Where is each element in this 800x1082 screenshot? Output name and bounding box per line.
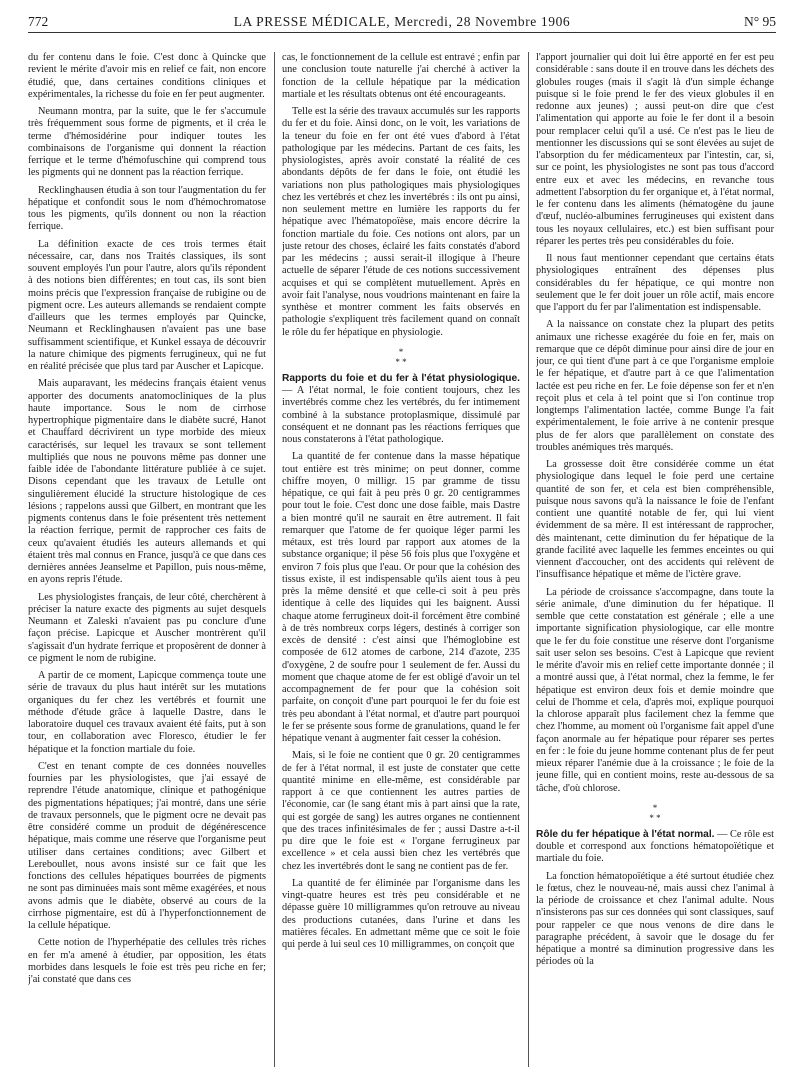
paragraph: A la naissance on constate chez la plupart des petits animaux une richesse exagérée du foie en fer, mais on remarque que ce dépôt diminue pour ainsi dire de jour en jour, ce qui tient d'une part à ce que l'organisme emploie le fer hépatique, et d'autre part à ce que l'alimentation lactée est peu riche en fer. Le foie dépense son fer et n'en reçoit plus et cela à tel point que si l'on continue trop longtemps l'alimentation lactée, comme Bunge l'a fait expérimentalement, le foie arrive à ne contenir presque plus de fer alors que parallèlement on constate des troubles anémiques très marqués. xyxy=(536,319,774,453)
paragraph: Neumann montra, par la suite, que le fer s'accumule très fréquemment sous forme de pigments, et il créa le terme d'hémosidérine pour indiquer toutes les combinaisons de l'organisme qui donnent la réaction ferrique et le terme d'hémofuschine qui comprend tous les pigments qui ne donnent pas la réaction ferrique. xyxy=(28,106,266,179)
paragraph: A partir de ce moment, Lapicque commença toute une série de travaux du plus haut intérêt sur les mutations organiques du fer chez les vertébrés et fournit une méthode d'étude grâce à laquelle Dastre, dans le laboratoire duquel ces travaux avaient été faits, put à son tour, en collaboration avec Floresco, étudier le fer hépatique et la fonction martiale du foie. xyxy=(28,670,266,755)
paragraph: La période de croissance s'accompagne, dans toute la série animale, d'une diminution du fer hépatique. Il semble que cette constatation est générale ; elle a une importante signification physiologique, car elle montre que le fer du foie constitue une réserve dont l'organisme sait user selon ses besoins. C'est à Lapicque que revient le mérite d'avoir mis en relief cette importante donnée ; il a montré aussi que, à l'état normal, chez la femme, le fer hépatique est environ deux fois et demie moindre que celui de l'homme et cela, d'après moi, explique pourquoi la chlorose apparaît plus facilement chez la femme que chez l'homme, au moment où l'organisme fait appel d'une façon anormale au fer hépatique pour réparer ses pertes en fer : le foie du jeune homme contenant plus de fer peut mieux réparer l'anémie due à la croissance ; le foie de la jeune fille, qui en contient moins, reste au-dessous de sa tâche, d'où chlorose. xyxy=(536,586,774,794)
separator-star: * xyxy=(398,346,404,357)
section-body: — A l'état normal, le foie contient toujours, chez les invertébrés comme chez les vertébrés, du fer intimement combiné à la substance protoplasmique, dissimulé par conséquent et ne donnant pas les réactions ferriques que nous constaterons à l'état pathologique. xyxy=(282,385,520,445)
paragraph: La définition exacte de ces trois termes était nécessaire, car, dans nos Traités classiques, ils sont souvent employés l'un pour l'autre, alors qu'ils répondent à des notions bien différentes; en tout cas, ils sont bien moins précis que l'expression française de rubigine ou de pigment ocre. Les auteurs allemands se rendaient compte d'ailleurs que les termes employés par Quincke, Neumann et Recklinghausen n'avaient pas une base suffisamment scientifique, et Kunkel essaya de découvrir la nature chimique des pigments ferrugineux, qui ne fut en réalité précisée que plus tard par Auscher et Lapicque. xyxy=(28,238,266,372)
page-number: 772 xyxy=(28,14,49,29)
separator-star: * xyxy=(652,802,658,813)
paragraph: La quantité de fer éliminée par l'organisme dans les vingt-quatre heures est très peu considérable et ne dépasse guère 10 milligrammes qu'on retrouve au niveau des productions cutanées, dans l'urine et dans les matières fécales. En admettant même que ce soit le foie qui perde à lui seul ces 10 milligrammes, on conçoit que xyxy=(282,877,520,950)
paragraph: Mais, si le foie ne contient que 0 gr. 20 centigrammes de fer à l'état normal, il est juste de constater que cette quantité minime en elle-même, est considérable par rapport à ce que contiennent les autres parties de l'économie, car (le sang étant mis à part ainsi que la rate, qui est gorgée de sang) les autres organes ne contiennent que des traces infinitésimales de fer ; aussi Dastre a-t-il pu dire que le foie est « l'organe ferrugineux par excellence » et cela aussi bien chez les vertébrés que chez les invertébrés dont le sang ne contient pas de fer. xyxy=(282,750,520,872)
column-rule xyxy=(528,52,529,1067)
issue-number: N° 95 xyxy=(743,14,776,29)
section-body: — Ce rôle est double et correspond aux fonctions hématopoïétique et martiale du foie. xyxy=(536,828,774,865)
paragraph: du fer contenu dans le foie. C'est donc à Quincke que revient le mérite d'avoir mis en relief ce fait, non encore étudié, que, dans certaines conditions cliniques et expérimentales, la richesse du foie en fer peut augmenter. xyxy=(28,52,266,100)
paragraph: Cette notion de l'hyperhépatie des cellules très riches en fer m'a amené à étudier, par opposition, les états morbides dans lesquels le foie est très peu riche en fer; j'ai constaté que dans ces xyxy=(28,937,266,985)
separator-stars: * * xyxy=(649,812,661,823)
paragraph: Mais auparavant, les médecins français étaient venus apporter des documents anatomocliniques de la plus haute importance. Sous le nom de cirrhose hypertrophique pigmentaire dans le diabète sucré, Hanot et Chauffard décrivirent un type morbide des mieux caractérisés, sur lequel les travaux se sont tellement multipliés que nous ne pouvons même pas donner une faible idée de l'abondante littérature publiée à ce sujet. Disons cependant que les travaux de Letulle ont singulièrement élucidé la structure histologique de ces lésions ; rappelons aussi que Gilbert, en montrant que les pigments contenus dans le foie présentent très nettement la réaction ferrique, permit de rapprocher ces faits de ceux qu'avaient étudiés les auteurs allemands et qui étaient très mal connus en France, jusqu'à ce que dans ces dernières années Jeanselme et Papillon, puis nous-même, en ayons repris l'étude. xyxy=(28,378,266,586)
section-heading: Rôle du fer hépatique à l'état normal. xyxy=(536,828,715,840)
separator-stars: * * xyxy=(395,356,407,367)
paragraph: Les physiologistes français, de leur côté, cherchèrent à préciser la nature exacte des pigments au sujet desquels Neumann et Zaleski n'avaient pas pu conclure d'une façon précise. Lapicque et Auscher montrèrent qu'il s'agissait d'un hydrate ferrique et proposèrent de donner à ce pigment le nom de rubigine. xyxy=(28,591,266,664)
section-separator xyxy=(536,803,774,823)
paragraph: l'apport journalier qui doit lui être apporté en fer est peu considérable : sans doute il en trouve dans les déchets des globules rouges (mais il s'agit là d'un simple échange puisque si le foie prend le fer des vieux globules il en redonne aux jeunes) ; aussi peut-on dire que c'est l'alimentation qui apporte au foie le fer dont il a besoin pour remplacer celui qu'il a usé. Ce n'est pas le lieu de mentionner les discussions qui se sont élevées au sujet de l'absorption du fer médicamenteux par l'intestin, car, si, sur ce point, les physiologistes ne sont pas tous d'accord entre eux et avec les médecins, en revanche tous admettent l'absorption du fer organique et, à l'état normal, le fer contenu dans les aliments (hématogène du jaune d'œuf, nucléo-albumines ferrugineuses qui existent dans tous les noyaux cellulaires, etc.) est bien suffisant pour réparer les pertes très peu considérables du foie. xyxy=(536,52,774,247)
column-2 xyxy=(282,52,520,1067)
column-3 xyxy=(536,52,774,1067)
paragraph: C'est en tenant compte de ces données nouvelles fournies par les physiologistes, que j'ai essayé de reprendre l'étude anatomique, clinique et pathogénique des pigmentations hépatiques; j'ai montré, dans une série de travaux personnels, que le pigment ocre ne devait pas être considéré comme un produit de dégénérescence hépatique, mais comme une réserve que l'organisme peut utiliser dans certaines conditions; avec Gilbert et Lereboullet, nous avons insisté sur ce fait que les fonctions des cellules hépatiques bourrées de pigments ne sont pas diminuées mais sont même exagérées, et nous avons admis que le diabète, observé au cours de la cirrhose pigmentaire, est dû à l'hyperfonctionnement de la cellule hépatique. xyxy=(28,760,266,931)
paragraph: cas, le fonctionnement de la cellule est entravé ; enfin par une conclusion toute naturelle j'ai cherché à activer la fonction de la cellule hépatique par la médication martiale et les résultats obtenus ont été encourageants. xyxy=(282,52,520,100)
paragraph: La quantité de fer contenue dans la masse hépatique tout entière est très minime; on peut donner, comme chiffre moyen, 0 milligr. 15 par gramme de tissu hépatique, ce qui fait à peu près 0 gr. 20 centigrammes pour tout le foie. C'est donc une dose faible, mais Dastre a bien montré qu'il ne saurait en être autrement. Il fait remarquer que l'atome de fer quoique léger parmi les métaux, est très lourd par rapport aux atomes de la substance organique; il pèse 56 fois plus que l'oxygène et environ 7 fois plus que l'eau. Or pour que la cohésion des tissus existe, il est indispensable qu'ils aient tous à peu près la même densité et que celle-ci soit à peu près identique à celle des liquides qui les baignent. Aussi chaque atome ferrugineux doit-il forcément être combiné à de très nombreux corps légers, destinés à corriger son excès de densité : c'est ainsi que l'hémoglobine est composée de 612 atomes de carbone, 214 d'azote, 235 d'oxygène, 2 de soufre pour 1 seulement de fer. Aussi du moment que chaque atome de fer est obligé d'avoir un tel accompagnement de fer pour que la cohésion soit parfaite, on conçoit d'une part pourquoi le fer du foie est très peu abondant à l'état normal, et d'autre part pourquoi le fer se présente sous forme de granulations, quand le fer hépatique venant à augmenter fait cesser la cohésion. xyxy=(282,451,520,744)
section-separator xyxy=(282,347,520,367)
section-heading: Rapports du foie et du fer à l'état physiologique. xyxy=(282,372,520,384)
paragraph: La grossesse doit être considérée comme un état physiologique dans lequel le foie perd une certaine quantité de son fer, et cela est bien compréhensible, puisque nous savons qu'à la naissance le foie de l'enfant contient une quantité notable de fer, qui lui vient évidemment de sa mère. Il est intéressant de rapprocher, dès maintenant, cette diminution du fer hépatique de la grande facilité avec laquelle les femmes enceintes ou qui viennent d'accoucher, ont des accidents qui relèvent de l'insuffisance hépatique et même de l'ictère grave. xyxy=(536,459,774,581)
column-rule xyxy=(274,52,275,1067)
paragraph: La fonction hématopoïétique a été surtout étudiée chez le fœtus, chez le nouveau-né, mais aussi chez l'animal à la période de croissance et chez l'animal adulte. Nous n'insisterons pas sur ces données qui sont classiques, sauf pour rappeler ce que nous venons de dire dans le paragraphe précédent, à savoir que le dosage du fer hépatique a montré sa diminution progressive dans les périodes où la xyxy=(536,870,774,968)
section-paragraph xyxy=(282,373,520,447)
paragraph: Telle est la série des travaux accumulés sur les rapports du fer et du foie. Ainsi donc, on le voit, les variations de la teneur du foie en fer ont été vues d'abord à l'état pathologique par les médecins. Partant de ces faits, les physiologistes, après avoir constaté la réalité de ces abondants dépôts de fer dans le foie, ont étudié les variations non plus pathologiques mais physiologiques chez les vertébrés et chez les invertébrés : ils ont pu ainsi, non seulement mettre en lumière les rapports du fer hépatique avec l'hématopoïèse, mais encore décrire la fonction martiale du foie. Ces notions ont alors, par un juste retour des choses, éclairé les faits constatés d'abord par les médecins ; aussi serait-il illogique à l'heure actuelle de séparer l'étude de ces notions successivement acquises et qui se complètent mutuellement. Après en avoir fait l'analyse, nous voudrions maintenant en faire la synthèse et montrer comment les faits observés en pathologie s'expliquent très facilement quand on connaît le rôle du fer hépatique en physiologie. xyxy=(282,106,520,338)
paragraph: Recklinghausen étudia à son tour l'augmentation du fer hépatique et confondit sous le nom d'hémochromatose tous les pigments, qu'ils donnent ou non la réaction ferrique. xyxy=(28,184,266,233)
page-header xyxy=(28,14,776,33)
section-paragraph xyxy=(536,829,774,866)
column-1 xyxy=(28,52,266,1067)
paragraph: Il nous faut mentionner cependant que certains états physiologiques entraînent des dépenses plus considérables du fer hépatique, ce qui montre non seulement que le fer doit jouer un rôle actif, mais encore que l'apport du fer par l'alimentation est indispensable. xyxy=(536,253,774,313)
journal-title: LA PRESSE MÉDICALE, Mercredi, 28 Novembre 1906 xyxy=(233,14,571,29)
